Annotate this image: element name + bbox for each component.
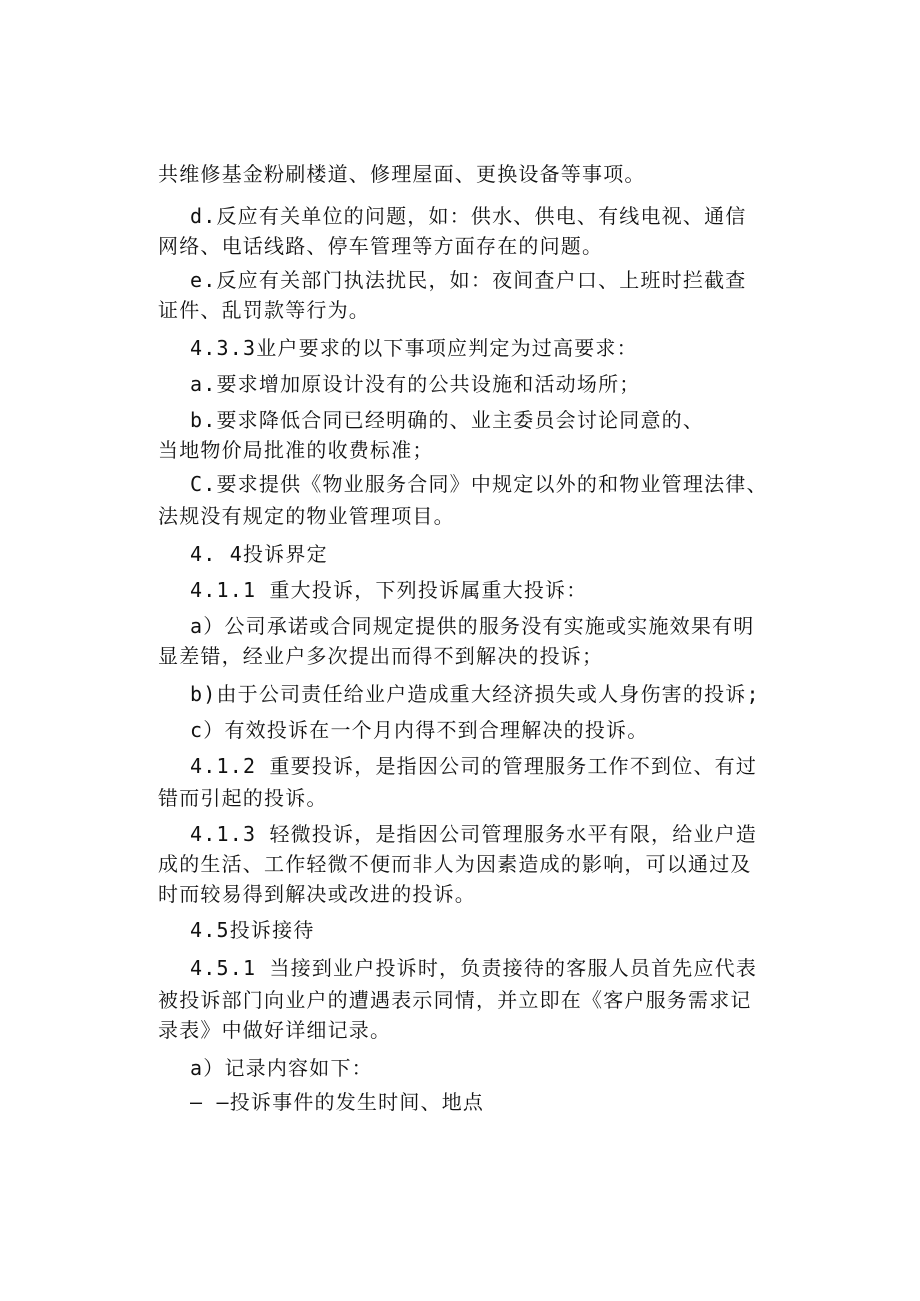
text-line: 录表》中做好详细记录。 — [158, 1018, 392, 1042]
text-line: 错而引起的投诉。 — [158, 786, 328, 810]
text-line: a）记录内容如下： — [190, 1056, 373, 1080]
section-heading: 4.5投诉接待 — [190, 918, 315, 942]
text-line: c）有效投诉在一个月内得不到合理解决的投诉。 — [190, 718, 649, 742]
text-line: d.反应有关单位的问题，如：供水、供电、有线电视、通信 — [190, 204, 747, 228]
text-line: a.要求增加原设计没有的公共设施和活动场所； — [190, 372, 641, 396]
text-line: 当地物价局批准的收费标准； — [158, 438, 434, 462]
text-line: C.要求提供《物业服务合同》中规定以外的和物业管理法律、 — [190, 472, 768, 496]
text-line: 共维修基金粉刷楼道、修理屋面、更换设备等事项。 — [158, 162, 646, 186]
text-line: e.反应有关部门执法扰民，如：夜间査户口、上班时拦截查 — [190, 268, 747, 292]
text-line: 成的生活、工作轻微不便而非人为因素造成的影响，可以通过及 — [158, 852, 752, 876]
text-line: b.要求降低合同已经明确的、业主委员会讨论同意的、 — [190, 408, 705, 432]
text-line: 网络、电话线路、停车管理等方面存在的问题。 — [158, 234, 604, 258]
text-line: — —投诉事件的发生时间、地点 — [190, 1090, 485, 1114]
text-line: 4.1.1 重大投诉，下列投诉属重大投诉： — [190, 578, 588, 602]
text-line: 时而较易得到解决或改进的投诉。 — [158, 882, 476, 906]
text-line: 被投诉部门向业户的遭遇表示同情，并立即在《客户服务需求记 — [158, 988, 752, 1012]
text-line: 4.3.3业户要求的以下事项应判定为过高要求： — [190, 336, 638, 360]
text-line: 4.5.1 当接到业户投诉时，负责接待的客服人员首先应代表 — [190, 956, 758, 980]
text-line: b)由于公司责任给业户造成重大经济损失或人身伤害的投诉; — [190, 682, 760, 706]
text-line: 4.1.3 轻微投诉，是指因公司管理服务水平有限，给业户造 — [190, 822, 758, 846]
section-heading: 4. 4投诉界定 — [190, 542, 328, 566]
text-line: 显差错，经业户多次提出而得不到解决的投诉； — [158, 644, 604, 668]
text-line: a）公司承诺或合同规定提供的服务没有实施或实施效果有明 — [190, 614, 755, 638]
text-line: 证件、乱罚款等行为。 — [158, 298, 370, 322]
text-line: 法规没有规定的物业管理项目。 — [158, 504, 455, 528]
text-line: 4.1.2 重要投诉，是指因公司的管理服务工作不到位、有过 — [190, 754, 758, 778]
